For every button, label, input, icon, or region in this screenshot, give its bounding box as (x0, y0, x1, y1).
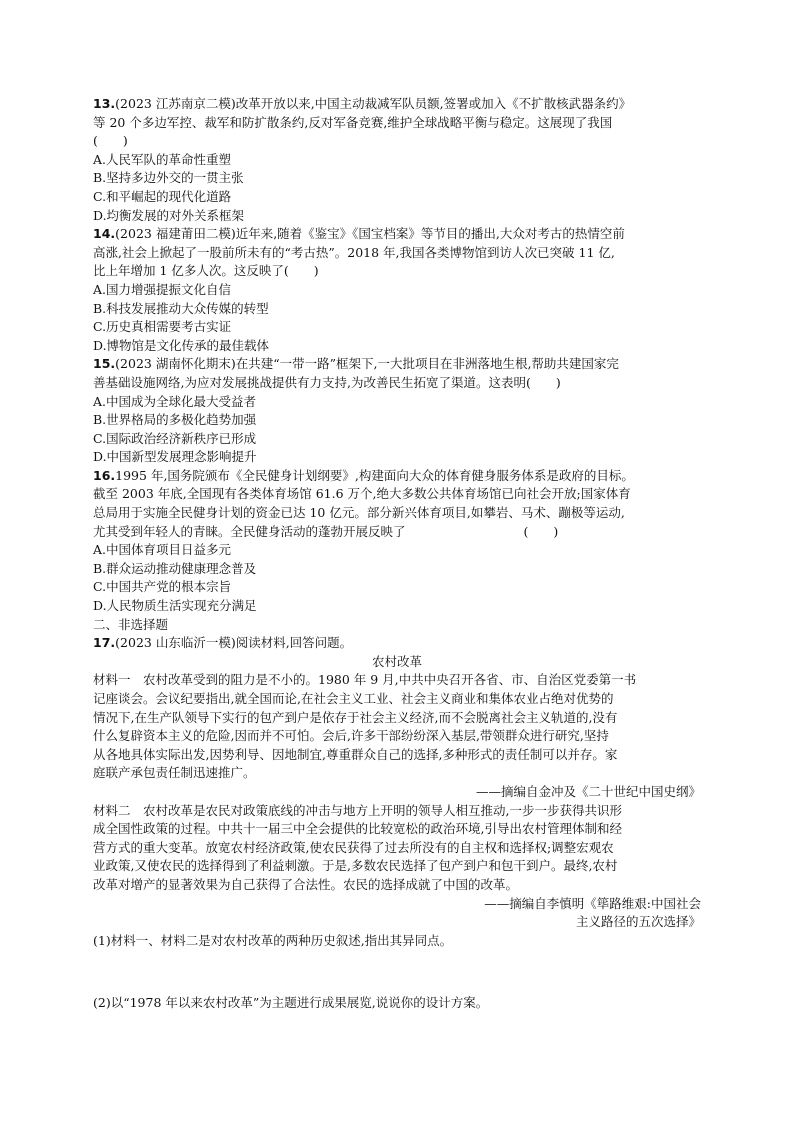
option-b: B.科技发展推动大众传媒的转型 (93, 300, 269, 316)
material-line: 改革对增产的显著效果为自己获得了合法性。农民的选择成就了中国的改革。 (93, 876, 519, 892)
option-d: D.博物馆是文化传承的最佳载体 (93, 337, 270, 353)
material-source: ——摘编自金冲及《二十世纪中国史纲》 (475, 783, 701, 799)
question-number: 17. (93, 635, 116, 651)
section-heading: 二、非选择题 (93, 616, 169, 632)
question-stem: 截至 2003 年底,全国现有各类体育场馆 61.6 万个,绝大多数公共体育场馆已向社会开放;国家体育 (93, 486, 631, 502)
material-one (93, 671, 701, 801)
sub-question-1: (1)材料一、材料二是对农村改革的两种历史叙述,指出其异同点。 (93, 932, 453, 948)
option-a: A.人民军队的革命性重塑 (93, 151, 232, 167)
question-stem: 尤其受到年轻人的青睐。全民健身活动的蓬勃开展反映了 (93, 523, 406, 539)
question-stem: 善基础设施网络,为应对发展挑战提供有力支持,为改善民生拓宽了渠道。这表明( ) (93, 374, 561, 390)
material-line: 情况下,在生产队领导下实行的包产到户是依存于社会主义经济,而不会脱离社会主义轨道的,没有 (93, 709, 618, 725)
material-line: 从各地具体实际出发,因势利导、因地制宜,尊重群众自己的选择,多种形式的责任制可以并存。家 (93, 746, 618, 762)
material-line: 业政策,又使农民的选择得到了利益刺激。于是,多数农民选择了包产到户和包干到户。最终,农村 (93, 858, 618, 874)
option-c: C.国际政治经济新秩序已形成 (93, 430, 257, 446)
question-number: 13. (93, 96, 116, 111)
option-d: D.人民物质生活实现充分满足 (93, 598, 257, 614)
question-17 (93, 634, 701, 1013)
material-source: ——摘编自李慎明《筚路维艰:中国社会 (484, 895, 701, 911)
question-stem: 等 20 个多边军控、裁军和防扩散条约,反对军备竞赛,维护全球战略平衡与稳定。这展现了我国 (93, 114, 613, 130)
question-intro: (2023 山东临沂一模)阅读材料,回答问题。 (115, 635, 353, 651)
option-a: A.国力增强提振文化自信 (93, 281, 232, 297)
option-b: B.世界格局的多极化趋势加强 (93, 412, 257, 428)
question-stem: 比上年增加 1 亿多人次。这反映了( ) (93, 263, 319, 279)
option-b: B.群众运动推动健康理念普及 (93, 560, 257, 576)
option-c: C.历史真相需要考古实证 (93, 319, 232, 335)
question-stem: 总局用于实施全民健身计划的资金已达 10 亿元。部分新兴体育项目,如攀岩、马术、蹦极等运动, (93, 505, 625, 521)
question-stem: 高涨,社会上掀起了一股前所未有的“考古热”。2018 年,我国各类博物馆到访人次已突破 11 亿, (93, 244, 615, 260)
option-c: C.中国共产党的根本宗旨 (93, 579, 232, 595)
option-d: D.中国新型发展理念影响提升 (93, 449, 257, 465)
question-stem: (2023 江苏南京二模)改革开放以来,中国主动裁减军队员额,签署或加入《不扩散核武器条约》 (115, 96, 632, 111)
option-c: C.和平崛起的现代化道路 (93, 188, 232, 204)
material-source: 主义路径的五次选择》 (575, 914, 701, 930)
question-number: 14. (93, 226, 116, 242)
question-stem: (2023 福建莆田二模)近年来,随着《鉴宝》《国宝档案》等节目的播出,大众对考古的热情空前 (115, 226, 625, 242)
material-line: 记座谈会。会议纪要指出,就全国而论,在社会主义工业、社会主义商业和集体农业占绝对优势的 (93, 691, 614, 706)
question-15 (93, 355, 701, 467)
material-line: 营方式的重大变革。放宽农村经济政策,使农民获得了过去所没有的自主权和选择权;调整宏观农 (93, 839, 614, 855)
sub-question-2: (2)以“1978 年以来农村改革”为主题进行成果展览,说说你的设计方案。 (93, 995, 489, 1011)
material-line: 成全国性政策的过程。中共十一届三中全会提供的比较宽松的政治环境,引导出农村管理体制和经 (93, 821, 622, 837)
material-line: 庭联产承包责任制迅速推广。 (93, 765, 256, 781)
answer-bracket: ( ) (523, 523, 559, 539)
question-number: 16. (93, 467, 116, 483)
option-a: A.中国体育项目日益多元 (93, 542, 232, 558)
question-13 (93, 95, 701, 225)
question-number: 15. (93, 356, 116, 372)
option-b: B.坚持多边外交的一贯主张 (93, 170, 244, 186)
exam-page (93, 95, 701, 1013)
material-title: 农村改革 (371, 653, 422, 669)
material-two (93, 802, 701, 932)
option-d: D.均衡发展的对外关系框架 (93, 207, 245, 223)
option-a: A.中国成为全球化最大受益者 (93, 393, 257, 409)
answer-bracket: ( ) (93, 133, 128, 149)
question-16 (93, 467, 701, 616)
question-stem: (2023 湖南怀化期末)在共建“一带一路”框架下,一大批项目在非洲落地生根,帮助共建国家完 (115, 356, 619, 372)
material-line: 什么复辟资本主义的危险,因而并不可怕。会后,许多干部纷纷深入基层,带领群众进行研究,坚持 (93, 728, 609, 744)
material-line: 材料二 农村改革是农民对政策底线的冲击与地方上开明的领导人相互推动,一步一步获得共识形 (93, 802, 622, 818)
question-stem: 1995 年,国务院颁布《全民健身计划纲要》,构建面向大众的体育健身服务体系是政府的目标。 (115, 467, 634, 483)
question-14 (93, 225, 701, 355)
material-line: 材料一 农村改革受到的阻力是不小的。1980 年 9 月,中共中央召开各省、市、自治区党委第一书 (93, 672, 637, 688)
answer-space (93, 950, 701, 994)
